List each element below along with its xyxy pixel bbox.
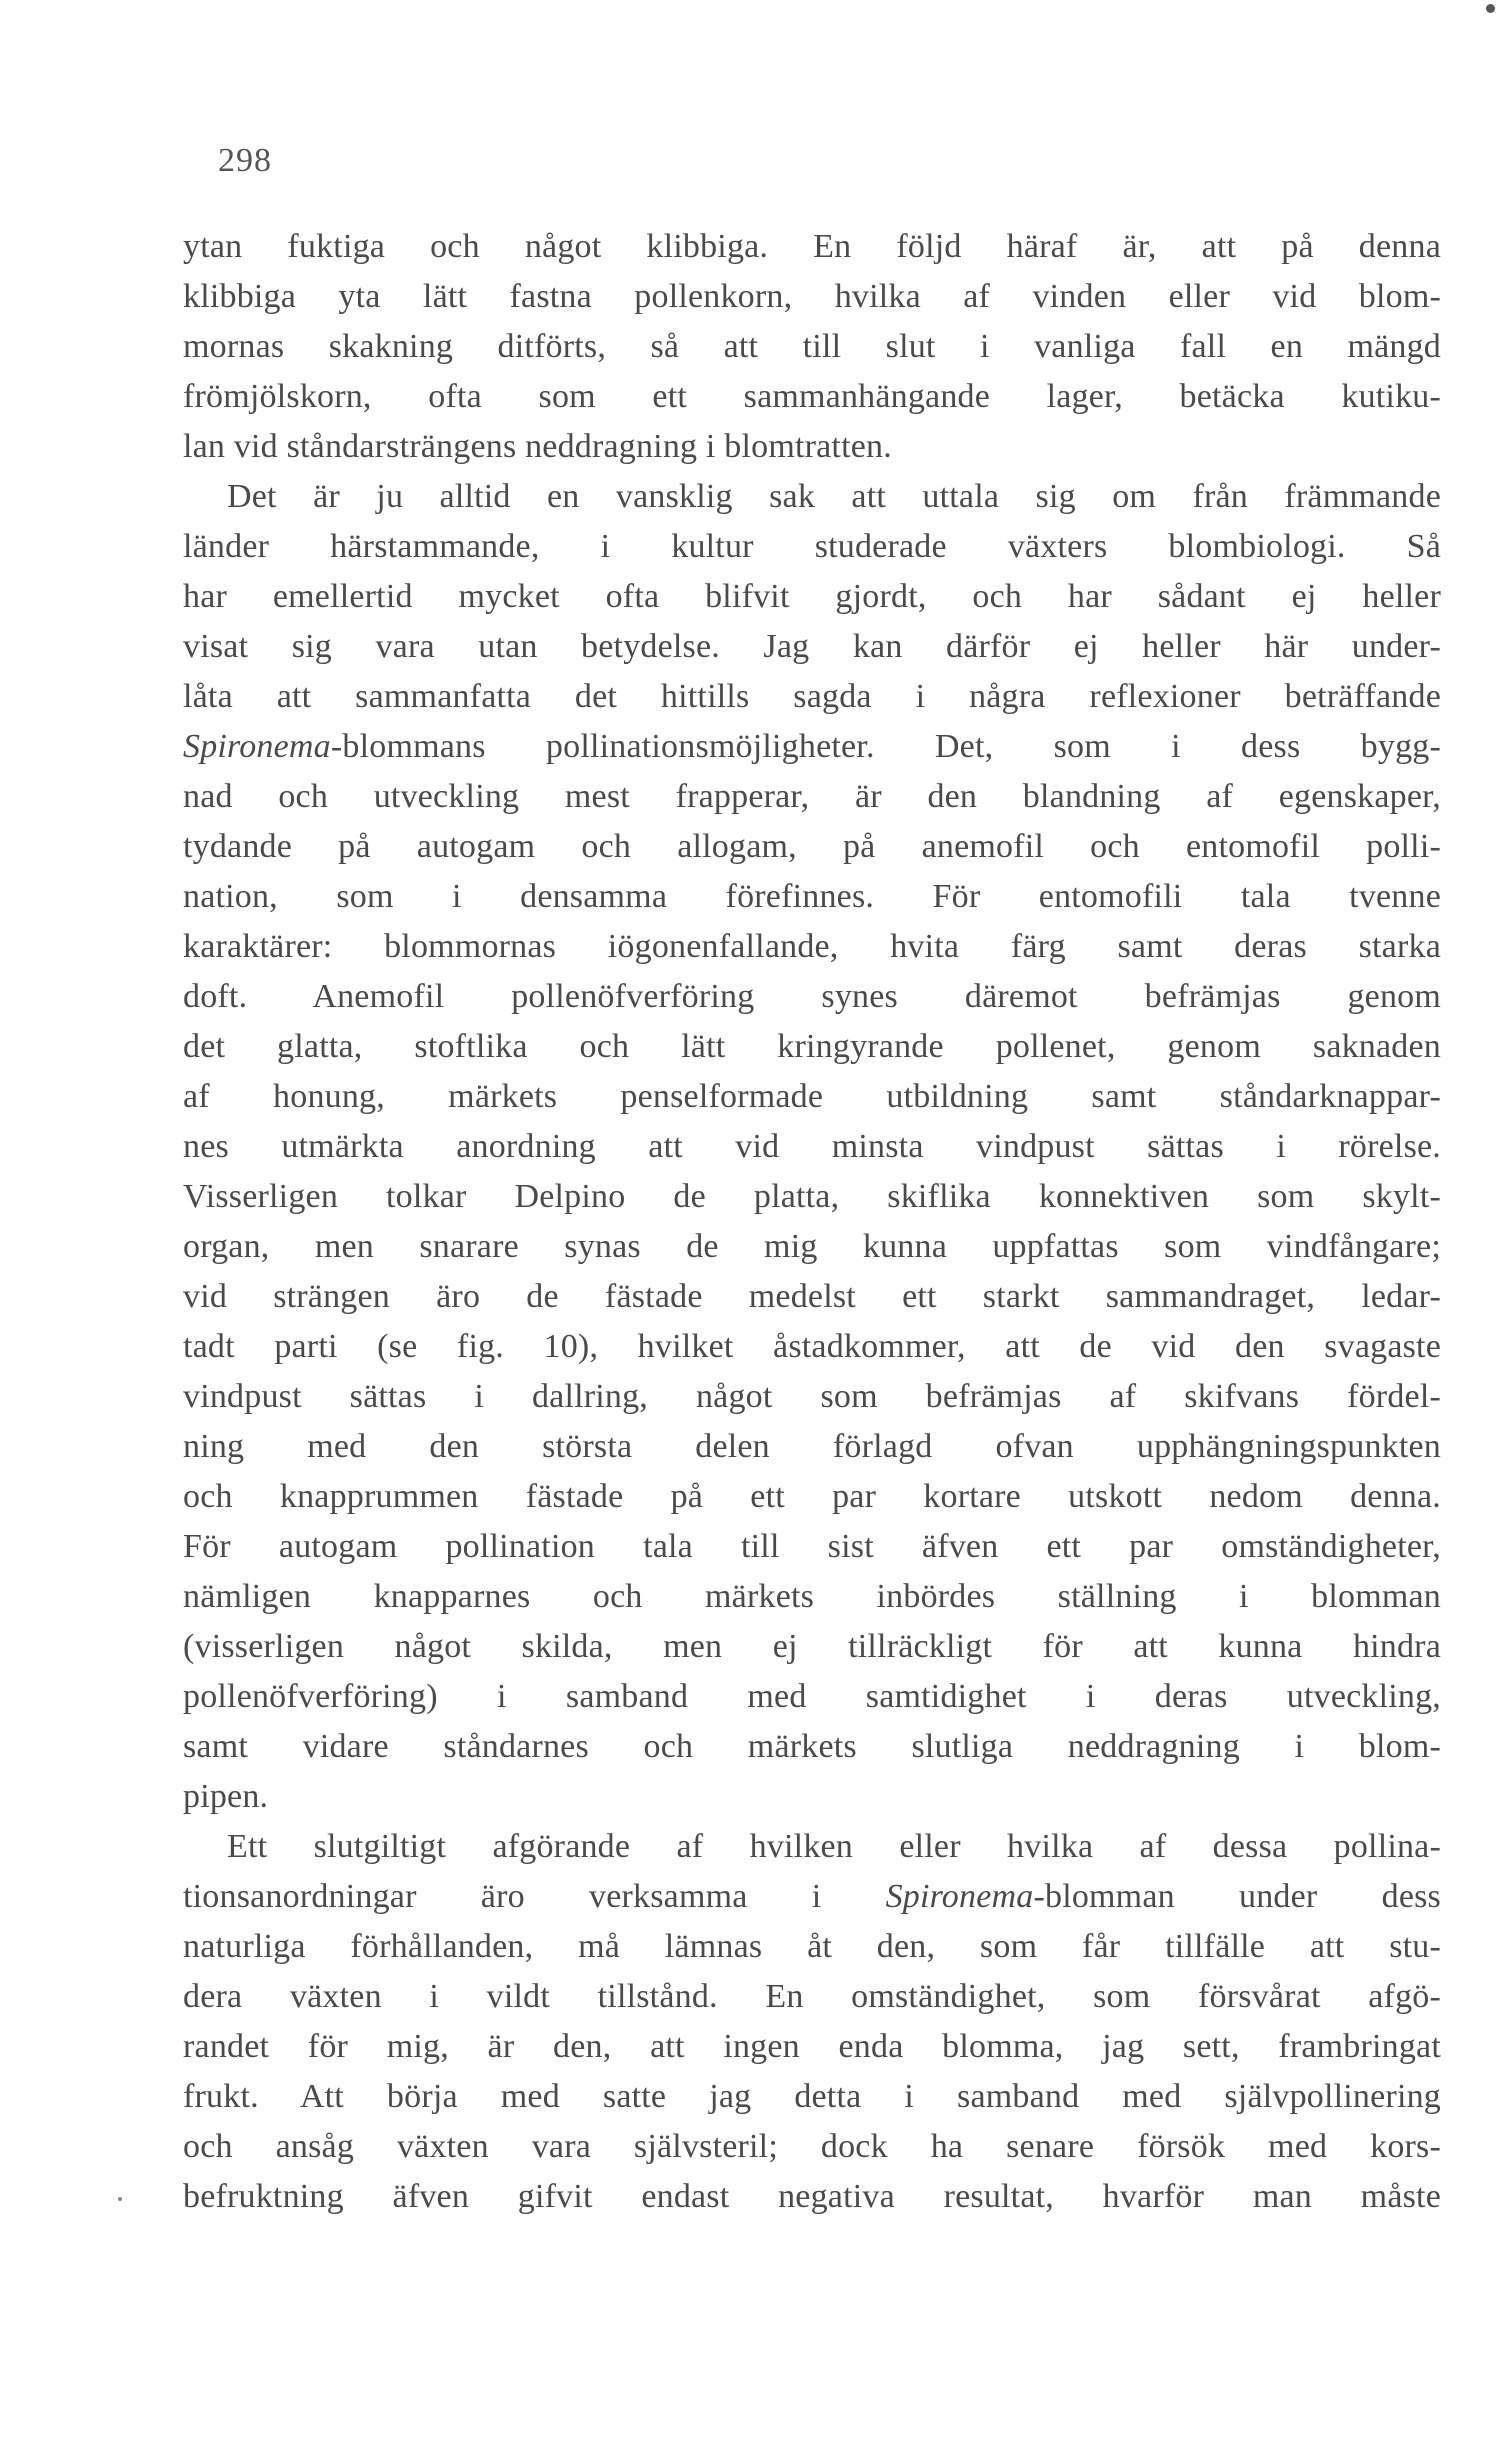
italic-term: Spironema <box>183 728 331 765</box>
text-line <box>183 422 1441 472</box>
line-text: nes utmärkta anordning att vid minsta vindpust sättas i rörelse. <box>183 1128 1441 1165</box>
italic-term: Spironema <box>885 1878 1034 1915</box>
line-text: frukt. Att börja med satte jag detta i samband med självpollinering <box>183 2078 1441 2115</box>
text-line <box>183 1622 1441 1672</box>
line-text: har emellertid mycket ofta blifvit gjordt, och har sådant ej heller <box>183 578 1441 615</box>
line-text: länder härstammande, i kultur studerade växters blombiologi. Så <box>183 528 1441 565</box>
text-line <box>183 822 1441 872</box>
text-line <box>183 872 1441 922</box>
line-text: ning med den största delen förlagd ofvan upphängningspunkten <box>183 1428 1441 1465</box>
line-text: vindpust sättas i dallring, något som befrämjas af skifvans fördel- <box>183 1378 1441 1415</box>
line-text: visat sig vara utan betydelse. Jag kan därför ej heller här under- <box>183 628 1441 665</box>
line-text: det glatta, stoftlika och lätt kringyrande pollenet, genom saknaden <box>183 1028 1441 1065</box>
line-text: befruktning äfven gifvit endast negativa resultat, hvarför man måste <box>183 2178 1441 2215</box>
margin-dot <box>118 2197 122 2201</box>
text-line <box>183 1122 1441 1172</box>
line-text: mornas skakning ditförts, så att till slut i vanliga fall en mängd <box>183 328 1441 365</box>
corner-mark <box>1486 4 1495 13</box>
line-text: ytan fuktiga och något klibbiga. En följd häraf är, att på denna <box>183 228 1441 265</box>
line-text: doft. Anemofil pollenöfverföring synes däremot befrämjas genom <box>183 978 1441 1015</box>
text-line <box>183 1272 1441 1322</box>
text-line <box>183 2172 1441 2222</box>
text-line <box>183 1922 1441 1972</box>
line-text: Ett slutgiltigt afgörande af hvilken eller hvilka af dessa pollina- <box>227 1828 1441 1865</box>
text-line <box>183 1472 1441 1522</box>
text-line <box>183 622 1441 672</box>
text-line <box>183 722 1441 772</box>
text-line <box>183 1172 1441 1222</box>
text-line <box>183 1722 1441 1772</box>
line-text: För autogam pollination tala till sist äfven ett par omständigheter, <box>183 1528 1441 1565</box>
line-text: pipen. <box>183 1778 269 1815</box>
line-text: vid strängen äro de fästade medelst ett starkt sammandraget, ledar- <box>183 1278 1441 1315</box>
text-line <box>183 322 1441 372</box>
line-text: (visserligen något skilda, men ej tillräckligt för att kunna hindra <box>183 1628 1441 1665</box>
text-line <box>183 1222 1441 1272</box>
text-line <box>183 2022 1441 2072</box>
line-text: klibbiga yta lätt fastna pollenkorn, hvilka af vinden eller vid blom- <box>183 278 1441 315</box>
text-line <box>183 2072 1441 2122</box>
text-line <box>183 222 1441 272</box>
text-line <box>183 1572 1441 1622</box>
line-text: nad och utveckling mest frapperar, är den blandning af egenskaper, <box>183 778 1441 815</box>
line-text: pollenöfverföring) i samband med samtidighet i deras utveckling, <box>183 1678 1441 1715</box>
text-line <box>183 1672 1441 1722</box>
text-line <box>183 972 1441 1022</box>
line-text: låta att sammanfatta det hittills sagda i några reflexioner beträffande <box>183 678 1441 715</box>
text-line <box>183 522 1441 572</box>
line-text: lan vid ståndarsträngens neddragning i blomtratten. <box>183 428 892 465</box>
line-text: och ansåg växten vara självsteril; dock ha senare försök med kors- <box>183 2128 1441 2165</box>
text-line <box>183 922 1441 972</box>
line-text: -blommans pollinationsmöjligheter. Det, som i dess bygg- <box>330 728 1441 765</box>
line-text: -blomman under dess <box>1033 1878 1441 1915</box>
text-line <box>183 772 1441 822</box>
text-line <box>183 272 1441 322</box>
line-text: dera växten i vildt tillstånd. En omständighet, som försvårat afgö- <box>183 1978 1441 2015</box>
line-text: och knapprummen fästade på ett par kortare utskott nedom denna. <box>183 1478 1441 1515</box>
text-line <box>183 372 1441 422</box>
text-line <box>183 1522 1441 1572</box>
text-line <box>183 472 1441 522</box>
text-line <box>183 2122 1441 2172</box>
line-text: nämligen knapparnes och märkets inbördes ställning i blomman <box>183 1578 1441 1615</box>
line-text: Visserligen tolkar Delpino de platta, skiflika konnektiven som skylt- <box>183 1178 1441 1215</box>
line-text: samt vidare ståndarnes och märkets slutliga neddragning i blom- <box>183 1728 1441 1765</box>
text-line <box>183 1022 1441 1072</box>
line-text: organ, men snarare synas de mig kunna uppfattas som vindfångare; <box>183 1228 1441 1265</box>
line-text: nation, som i densamma förefinnes. För entomofili tala tvenne <box>183 878 1441 915</box>
text-line <box>183 1322 1441 1372</box>
body-text <box>183 222 1441 2222</box>
line-text: tydande på autogam och allogam, på anemofil och entomofil polli- <box>183 828 1441 865</box>
text-line <box>183 1972 1441 2022</box>
line-text: tionsanordningar äro verksamma i <box>183 1878 886 1915</box>
line-text: tadt parti (se fig. 10), hvilket åstadkommer, att de vid den svagaste <box>183 1328 1441 1365</box>
text-line <box>183 1422 1441 1472</box>
line-text: af honung, märkets penselformade utbildning samt ståndarknappar- <box>183 1078 1441 1115</box>
line-text: karaktärer: blommornas iögonenfallande, hvita färg samt deras starka <box>183 928 1441 965</box>
line-text: frömjölskorn, ofta som ett sammanhängande lager, betäcka kutiku- <box>183 378 1441 415</box>
line-text: randet för mig, är den, att ingen enda blomma, jag sett, frambringat <box>183 2028 1441 2065</box>
text-line <box>183 1372 1441 1422</box>
page-number: 298 <box>218 142 272 179</box>
text-line <box>183 1772 1441 1822</box>
text-line <box>183 672 1441 722</box>
line-text: naturliga förhållanden, må lämnas åt den, som får tillfälle att stu- <box>183 1928 1441 1965</box>
text-line <box>183 1872 1441 1922</box>
text-line <box>183 572 1441 622</box>
line-text: Det är ju alltid en vansklig sak att uttala sig om från främmande <box>227 478 1441 515</box>
text-line <box>183 1822 1441 1872</box>
text-line <box>183 1072 1441 1122</box>
